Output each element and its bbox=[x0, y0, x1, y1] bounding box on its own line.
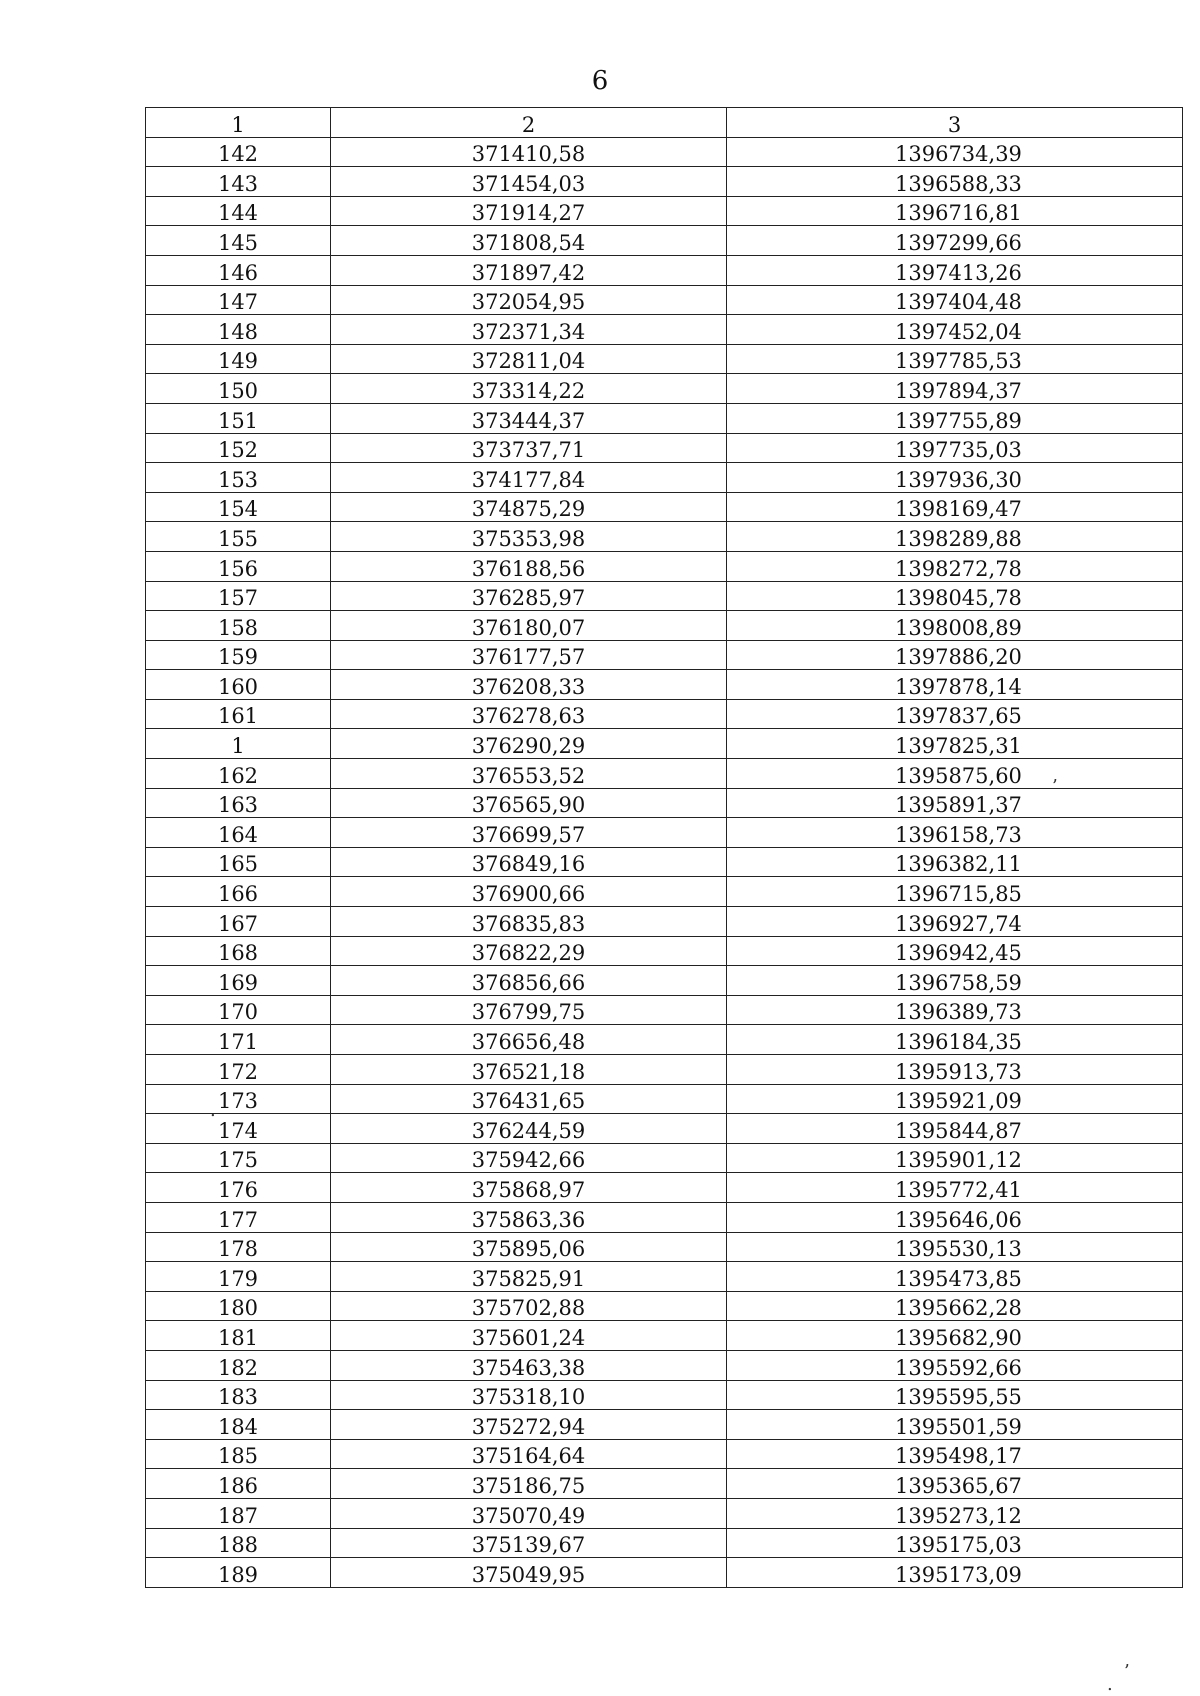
x-coordinate-cell: 376799,75 bbox=[331, 995, 727, 1025]
stray-mark: ’ bbox=[1124, 1661, 1130, 1682]
table-row bbox=[146, 1439, 1183, 1469]
y-coordinate-cell: 1395173,09 bbox=[727, 1558, 1183, 1588]
y-coordinate-cell: 1397299,66 bbox=[727, 226, 1183, 256]
x-coordinate-cell: 375895,06 bbox=[331, 1232, 727, 1262]
table-row bbox=[146, 640, 1183, 670]
x-coordinate-cell: 371454,03 bbox=[331, 167, 727, 197]
point-number-cell: 157 bbox=[146, 581, 331, 611]
table-row bbox=[146, 1498, 1183, 1528]
y-coordinate-cell: 1395662,28 bbox=[727, 1291, 1183, 1321]
y-coordinate-cell: 1396184,35 bbox=[727, 1025, 1183, 1055]
y-coordinate-cell: 1395473,85 bbox=[727, 1262, 1183, 1292]
point-number-cell: 158 bbox=[146, 611, 331, 641]
x-coordinate-cell: 376553,52 bbox=[331, 759, 727, 789]
table-row bbox=[146, 759, 1183, 789]
point-number-cell: 153 bbox=[146, 463, 331, 493]
x-coordinate-cell: 375702,88 bbox=[331, 1291, 727, 1321]
y-coordinate-cell: 1395844,87 bbox=[727, 1114, 1183, 1144]
table-row bbox=[146, 1173, 1183, 1203]
x-coordinate-cell: 375049,95 bbox=[331, 1558, 727, 1588]
point-number-cell: 183 bbox=[146, 1380, 331, 1410]
point-number-cell: 145 bbox=[146, 226, 331, 256]
point-number-cell: 144 bbox=[146, 196, 331, 226]
x-coordinate-cell: 376180,07 bbox=[331, 611, 727, 641]
x-coordinate-cell: 375863,36 bbox=[331, 1202, 727, 1232]
point-number-cell: 179 bbox=[146, 1262, 331, 1292]
x-coordinate-cell: 376188,56 bbox=[331, 551, 727, 581]
table-row bbox=[146, 788, 1183, 818]
point-number-cell: 162 bbox=[146, 759, 331, 789]
table-body bbox=[146, 137, 1183, 1587]
point-number-cell: 181 bbox=[146, 1321, 331, 1351]
table-row bbox=[146, 936, 1183, 966]
y-coordinate-cell: 1396734,39 bbox=[727, 137, 1183, 167]
stray-mark: ’ bbox=[1052, 776, 1058, 797]
table-row bbox=[146, 433, 1183, 463]
y-coordinate-cell: 1398008,89 bbox=[727, 611, 1183, 641]
point-number-cell: 184 bbox=[146, 1410, 331, 1440]
y-coordinate-cell: 1395901,12 bbox=[727, 1143, 1183, 1173]
x-coordinate-cell: 376835,83 bbox=[331, 907, 727, 937]
x-coordinate-cell: 376822,29 bbox=[331, 936, 727, 966]
x-coordinate-cell: 371914,27 bbox=[331, 196, 727, 226]
table-row bbox=[146, 1202, 1183, 1232]
x-coordinate-cell: 373737,71 bbox=[331, 433, 727, 463]
y-coordinate-cell: 1395273,12 bbox=[727, 1498, 1183, 1528]
point-number-cell: 188 bbox=[146, 1528, 331, 1558]
y-coordinate-cell: 1395921,09 bbox=[727, 1084, 1183, 1114]
table-row bbox=[146, 167, 1183, 197]
y-coordinate-cell: 1396942,45 bbox=[727, 936, 1183, 966]
y-coordinate-cell: 1395682,90 bbox=[727, 1321, 1183, 1351]
table-row bbox=[146, 966, 1183, 996]
x-coordinate-cell: 373314,22 bbox=[331, 374, 727, 404]
point-number-cell: 175 bbox=[146, 1143, 331, 1173]
point-number-cell: 187 bbox=[146, 1498, 331, 1528]
x-coordinate-cell: 375942,66 bbox=[331, 1143, 727, 1173]
point-number-cell: 149 bbox=[146, 344, 331, 374]
point-number-cell: 165 bbox=[146, 847, 331, 877]
x-coordinate-cell: 376699,57 bbox=[331, 818, 727, 848]
y-coordinate-cell: 1396758,59 bbox=[727, 966, 1183, 996]
x-coordinate-cell: 375601,24 bbox=[331, 1321, 727, 1351]
table-row bbox=[146, 995, 1183, 1025]
y-coordinate-cell: 1396927,74 bbox=[727, 907, 1183, 937]
point-number-cell: 161 bbox=[146, 699, 331, 729]
point-number-cell: 143 bbox=[146, 167, 331, 197]
x-coordinate-cell: 374875,29 bbox=[331, 492, 727, 522]
table-row bbox=[146, 137, 1183, 167]
point-number-cell: 164 bbox=[146, 818, 331, 848]
x-coordinate-cell: 373444,37 bbox=[331, 403, 727, 433]
y-coordinate-cell: 1397755,89 bbox=[727, 403, 1183, 433]
x-coordinate-cell: 375139,67 bbox=[331, 1528, 727, 1558]
table-row bbox=[146, 1114, 1183, 1144]
table-row bbox=[146, 729, 1183, 759]
x-coordinate-cell: 375164,64 bbox=[331, 1439, 727, 1469]
x-coordinate-cell: 374177,84 bbox=[331, 463, 727, 493]
point-number-cell: 186 bbox=[146, 1469, 331, 1499]
point-number-cell: 170 bbox=[146, 995, 331, 1025]
point-number-cell: 163 bbox=[146, 788, 331, 818]
point-number-cell: 168 bbox=[146, 936, 331, 966]
x-coordinate-cell: 371410,58 bbox=[331, 137, 727, 167]
point-number-cell: 154 bbox=[146, 492, 331, 522]
y-coordinate-cell: 1398045,78 bbox=[727, 581, 1183, 611]
point-number-cell: 159 bbox=[146, 640, 331, 670]
y-coordinate-cell: 1397735,03 bbox=[727, 433, 1183, 463]
table-header bbox=[146, 108, 1183, 138]
x-coordinate-cell: 376208,33 bbox=[331, 670, 727, 700]
x-coordinate-cell: 372054,95 bbox=[331, 285, 727, 315]
table-row bbox=[146, 1055, 1183, 1085]
y-coordinate-cell: 1397878,14 bbox=[727, 670, 1183, 700]
point-number-cell: 189 bbox=[146, 1558, 331, 1588]
point-number-cell: 156 bbox=[146, 551, 331, 581]
x-coordinate-cell: 376285,97 bbox=[331, 581, 727, 611]
y-coordinate-cell: 1396389,73 bbox=[727, 995, 1183, 1025]
header-x-coordinate: 2 bbox=[331, 108, 727, 138]
point-number-cell: 151 bbox=[146, 403, 331, 433]
point-number-cell: 160 bbox=[146, 670, 331, 700]
point-number-cell: 177 bbox=[146, 1202, 331, 1232]
point-number-cell: 171 bbox=[146, 1025, 331, 1055]
table-row bbox=[146, 1291, 1183, 1321]
table-row bbox=[146, 315, 1183, 345]
y-coordinate-cell: 1397936,30 bbox=[727, 463, 1183, 493]
point-number-cell: 1 bbox=[146, 729, 331, 759]
x-coordinate-cell: 371897,42 bbox=[331, 255, 727, 285]
point-number-cell: 169 bbox=[146, 966, 331, 996]
x-coordinate-cell: 375463,38 bbox=[331, 1350, 727, 1380]
y-coordinate-cell: 1398169,47 bbox=[727, 492, 1183, 522]
point-number-cell: 180 bbox=[146, 1291, 331, 1321]
x-coordinate-cell: 376521,18 bbox=[331, 1055, 727, 1085]
x-coordinate-cell: 376177,57 bbox=[331, 640, 727, 670]
table-row bbox=[146, 1410, 1183, 1440]
x-coordinate-cell: 376849,16 bbox=[331, 847, 727, 877]
y-coordinate-cell: 1396158,73 bbox=[727, 818, 1183, 848]
y-coordinate-cell: 1397825,31 bbox=[727, 729, 1183, 759]
table-row bbox=[146, 492, 1183, 522]
y-coordinate-cell: 1395498,17 bbox=[727, 1439, 1183, 1469]
point-number-cell: 167 bbox=[146, 907, 331, 937]
y-coordinate-cell: 1395772,41 bbox=[727, 1173, 1183, 1203]
table-row bbox=[146, 670, 1183, 700]
table-row bbox=[146, 522, 1183, 552]
y-coordinate-cell: 1395501,59 bbox=[727, 1410, 1183, 1440]
y-coordinate-cell: 1395891,37 bbox=[727, 788, 1183, 818]
x-coordinate-cell: 372371,34 bbox=[331, 315, 727, 345]
point-number-cell: 176 bbox=[146, 1173, 331, 1203]
x-coordinate-cell: 371808,54 bbox=[331, 226, 727, 256]
table-row bbox=[146, 374, 1183, 404]
point-number-cell: 182 bbox=[146, 1350, 331, 1380]
point-number-cell: 185 bbox=[146, 1439, 331, 1469]
x-coordinate-cell: 376565,90 bbox=[331, 788, 727, 818]
point-number-cell: 173 bbox=[146, 1084, 331, 1114]
header-y-coordinate: 3 bbox=[727, 108, 1183, 138]
table-row bbox=[146, 1321, 1183, 1351]
x-coordinate-cell: 376656,48 bbox=[331, 1025, 727, 1055]
y-coordinate-cell: 1397404,48 bbox=[727, 285, 1183, 315]
table-row bbox=[146, 581, 1183, 611]
y-coordinate-cell: 1397886,20 bbox=[727, 640, 1183, 670]
x-coordinate-cell: 376431,65 bbox=[331, 1084, 727, 1114]
header-row bbox=[146, 108, 1183, 138]
point-number-cell: 152 bbox=[146, 433, 331, 463]
x-coordinate-cell: 376290,29 bbox=[331, 729, 727, 759]
y-coordinate-cell: 1397413,26 bbox=[727, 255, 1183, 285]
point-number-cell: 178 bbox=[146, 1232, 331, 1262]
x-coordinate-cell: 372811,04 bbox=[331, 344, 727, 374]
point-number-cell: 174 bbox=[146, 1114, 331, 1144]
table-row bbox=[146, 1558, 1183, 1588]
point-number-cell: 148 bbox=[146, 315, 331, 345]
table-row bbox=[146, 226, 1183, 256]
table-row bbox=[146, 818, 1183, 848]
table-row bbox=[146, 1262, 1183, 1292]
point-number-cell: 147 bbox=[146, 285, 331, 315]
y-coordinate-cell: 1396716,81 bbox=[727, 196, 1183, 226]
y-coordinate-cell: 1396382,11 bbox=[727, 847, 1183, 877]
y-coordinate-cell: 1397894,37 bbox=[727, 374, 1183, 404]
table-row bbox=[146, 611, 1183, 641]
y-coordinate-cell: 1395646,06 bbox=[727, 1202, 1183, 1232]
stray-mark: . bbox=[1107, 1674, 1113, 1695]
x-coordinate-cell: 375825,91 bbox=[331, 1262, 727, 1292]
y-coordinate-cell: 1396715,85 bbox=[727, 877, 1183, 907]
table-row bbox=[146, 1084, 1183, 1114]
y-coordinate-cell: 1395592,66 bbox=[727, 1350, 1183, 1380]
y-coordinate-cell: 1395530,13 bbox=[727, 1232, 1183, 1262]
y-coordinate-cell: 1395875,60 bbox=[727, 759, 1183, 789]
table-row bbox=[146, 285, 1183, 315]
stray-mark: . bbox=[210, 1100, 216, 1121]
point-number-cell: 142 bbox=[146, 137, 331, 167]
table-row bbox=[146, 877, 1183, 907]
table-row bbox=[146, 1143, 1183, 1173]
x-coordinate-cell: 376856,66 bbox=[331, 966, 727, 996]
point-number-cell: 146 bbox=[146, 255, 331, 285]
table-row bbox=[146, 907, 1183, 937]
point-number-cell: 150 bbox=[146, 374, 331, 404]
y-coordinate-cell: 1396588,33 bbox=[727, 167, 1183, 197]
x-coordinate-cell: 375318,10 bbox=[331, 1380, 727, 1410]
x-coordinate-cell: 375070,49 bbox=[331, 1498, 727, 1528]
page-number: 6 bbox=[591, 66, 609, 96]
y-coordinate-cell: 1397452,04 bbox=[727, 315, 1183, 345]
table-row bbox=[146, 551, 1183, 581]
point-number-cell: 166 bbox=[146, 877, 331, 907]
point-number-cell: 172 bbox=[146, 1055, 331, 1085]
y-coordinate-cell: 1398272,78 bbox=[727, 551, 1183, 581]
y-coordinate-cell: 1398289,88 bbox=[727, 522, 1183, 552]
header-point-number: 1 bbox=[146, 108, 331, 138]
x-coordinate-cell: 375353,98 bbox=[331, 522, 727, 552]
table-row bbox=[146, 699, 1183, 729]
table-row bbox=[146, 1350, 1183, 1380]
table-row bbox=[146, 463, 1183, 493]
x-coordinate-cell: 375272,94 bbox=[331, 1410, 727, 1440]
table-row bbox=[146, 1380, 1183, 1410]
table-row bbox=[146, 1528, 1183, 1558]
x-coordinate-cell: 375868,97 bbox=[331, 1173, 727, 1203]
table-row bbox=[146, 255, 1183, 285]
y-coordinate-cell: 1397785,53 bbox=[727, 344, 1183, 374]
coordinates-table bbox=[145, 107, 1183, 1588]
table-row bbox=[146, 1025, 1183, 1055]
y-coordinate-cell: 1395913,73 bbox=[727, 1055, 1183, 1085]
x-coordinate-cell: 376278,63 bbox=[331, 699, 727, 729]
x-coordinate-cell: 375186,75 bbox=[331, 1469, 727, 1499]
table-row bbox=[146, 1469, 1183, 1499]
y-coordinate-cell: 1395365,67 bbox=[727, 1469, 1183, 1499]
table-row bbox=[146, 1232, 1183, 1262]
y-coordinate-cell: 1395595,55 bbox=[727, 1380, 1183, 1410]
x-coordinate-cell: 376900,66 bbox=[331, 877, 727, 907]
table-row bbox=[146, 196, 1183, 226]
y-coordinate-cell: 1397837,65 bbox=[727, 699, 1183, 729]
table-row bbox=[146, 847, 1183, 877]
point-number-cell: 155 bbox=[146, 522, 331, 552]
y-coordinate-cell: 1395175,03 bbox=[727, 1528, 1183, 1558]
table-row bbox=[146, 344, 1183, 374]
x-coordinate-cell: 376244,59 bbox=[331, 1114, 727, 1144]
table-row bbox=[146, 403, 1183, 433]
